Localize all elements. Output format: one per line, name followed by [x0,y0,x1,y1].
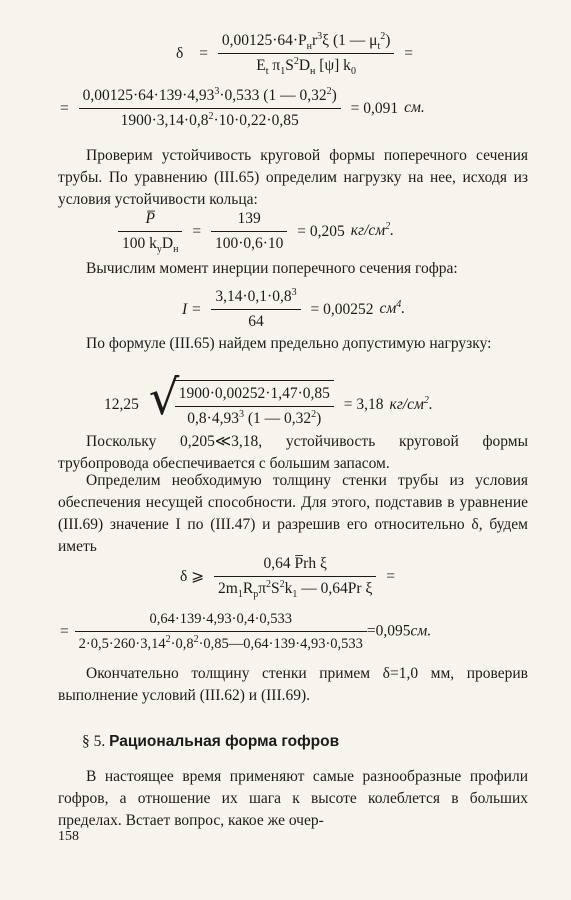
eq4-unit: $см^4$. [379,298,406,318]
equation-7 [60,608,530,655]
eq2-unit: см. [404,99,425,117]
page [58,0,528,900]
eq4-lhs: I = [182,300,202,318]
equation-6 [174,553,571,600]
eq7-result: =0,095 [366,622,411,640]
eq4-numerator: $3,14\cdot 0,1\cdot 0,8^3$ [211,286,300,310]
equation-3 [118,208,571,255]
eq3-result: = 0,205 [297,222,345,240]
equation-5 [98,370,568,430]
eq5-sqrt [148,370,334,430]
eq6-tail: = [386,567,395,585]
section-heading [82,731,339,753]
eq5-denominator: $0,8\cdot 4,93^3$ (1 — 0,32$^2$) [187,408,322,427]
eq5-fraction [175,383,334,430]
eq7-denominator: $2\cdot 0,5\cdot 260\cdot 3,14^2\cdot 0,8^2\cdot 0,85—0,64\cdot 139\cdot 4,93\cdot 0,533$ [78,634,363,652]
eq5-coefficient: 12,25 [104,396,139,413]
eq1-fraction [218,30,395,77]
paragraph-1: Проверим устойчивость круговой формы поперечного сечения трубы. По уравнению (III.65) определим нагрузку на нее, исходя из условия устойчивости кольца: [58,147,528,208]
eq1-numerator: $0,00125\cdot 64\cdot P_нr^3\xi$ (1 — $\mu_t^2$) [218,30,395,54]
eq3-numerator-2: 139 [211,208,287,232]
eq6-denominator: $2m_1R_p\pi^2S^2k_1$ — 0,64Pr ξ [218,578,373,601]
equation-1 [170,30,571,77]
eq1-denominator: $E_t$ $\pi_1S^2D_н$ [ψ] $k_0$ [256,55,356,78]
paragraph-6: Окончательно толщину стенки примем δ=1,0 мм, проверив выполнение условий (III.62) и (III.69). [58,665,528,704]
eq2-equals: = [60,99,69,117]
eq6-lhs: δ ⩾ [180,567,205,585]
eq5-numerator: 1900·0,00252·1,47·0,85 [175,383,334,407]
paragraph-2: Вычислим момент инерции поперечного сечения гофра: [86,260,458,277]
eq6-numerator: 0,64 P̅rh ξ [214,553,376,577]
paragraph-7: В настоящее время применяют самые разнообразные профили гофров, а отношение их шага к высоте колеблется в больших пределах. Встает вопрос, какое же очер- [58,768,528,829]
eq3-unit: $кг/см^2$. [350,220,395,240]
eq3-fraction-1 [118,208,182,255]
eq1-equals: = [199,44,208,62]
eq1-tail: = [404,44,414,62]
eq6-fraction [214,553,376,600]
section-number: § 5. [82,733,106,750]
eq5-result: = 3,18 [343,396,384,413]
eq7-numerator: 0,64·139·4,93·0,4·0,533 [75,608,367,632]
eq4-fraction [211,286,300,333]
paragraph-3: По формуле (III.65) найдем предельно допустимую нагрузку: [86,335,492,352]
equation-4 [176,286,571,333]
eq2-fraction [79,85,341,132]
eq2-numerator: $0,00125\cdot 64\cdot 139\cdot 4,93^3\cdot 0,533$ (1 — 0,32$^2$) [79,85,341,109]
eq3-numerator-1: P̅ [118,208,182,232]
eq2-denominator: $1900\cdot 3,14\cdot 0,8^2\cdot 10\cdot 0,22\cdot 0,85$ [120,110,299,129]
eq4-result: = 0,00252 [310,300,374,318]
eq7-equals: = [60,622,69,640]
section-title: Рациональная форма гофров [109,733,340,750]
eq1-lhs: δ [176,44,184,62]
equation-2 [60,85,530,132]
eq5-unit: $кг/см^2$. [389,394,433,413]
paragraph-4: Поскольку 0,205≪3,18, устойчивость круговой формы трубопровода обеспечивается с большим запасом. [58,433,528,472]
eq3-denominator-2: 100·0,6·10 [214,235,284,252]
eq7-fraction [75,608,367,655]
sqrt-symbol: √ [148,370,180,426]
eq2-result: = 0,091 [350,99,399,117]
eq3-equals: = [192,222,202,240]
eq3-fraction-2 [211,208,287,255]
eq4-denominator: 64 [248,313,264,330]
eq3-denominator-1: 100 $k_yD_н$ [122,235,179,256]
eq7-unit: см. [410,622,432,640]
page-number: 158 [58,829,79,844]
paragraph-5: Определим необходимую толщину стенки трубы из условия обеспечения несущей способности. Для этого, подставив в уравнение (III.69) значение I по (III.47) и разрешив его относительно δ, будем иметь [58,472,528,555]
